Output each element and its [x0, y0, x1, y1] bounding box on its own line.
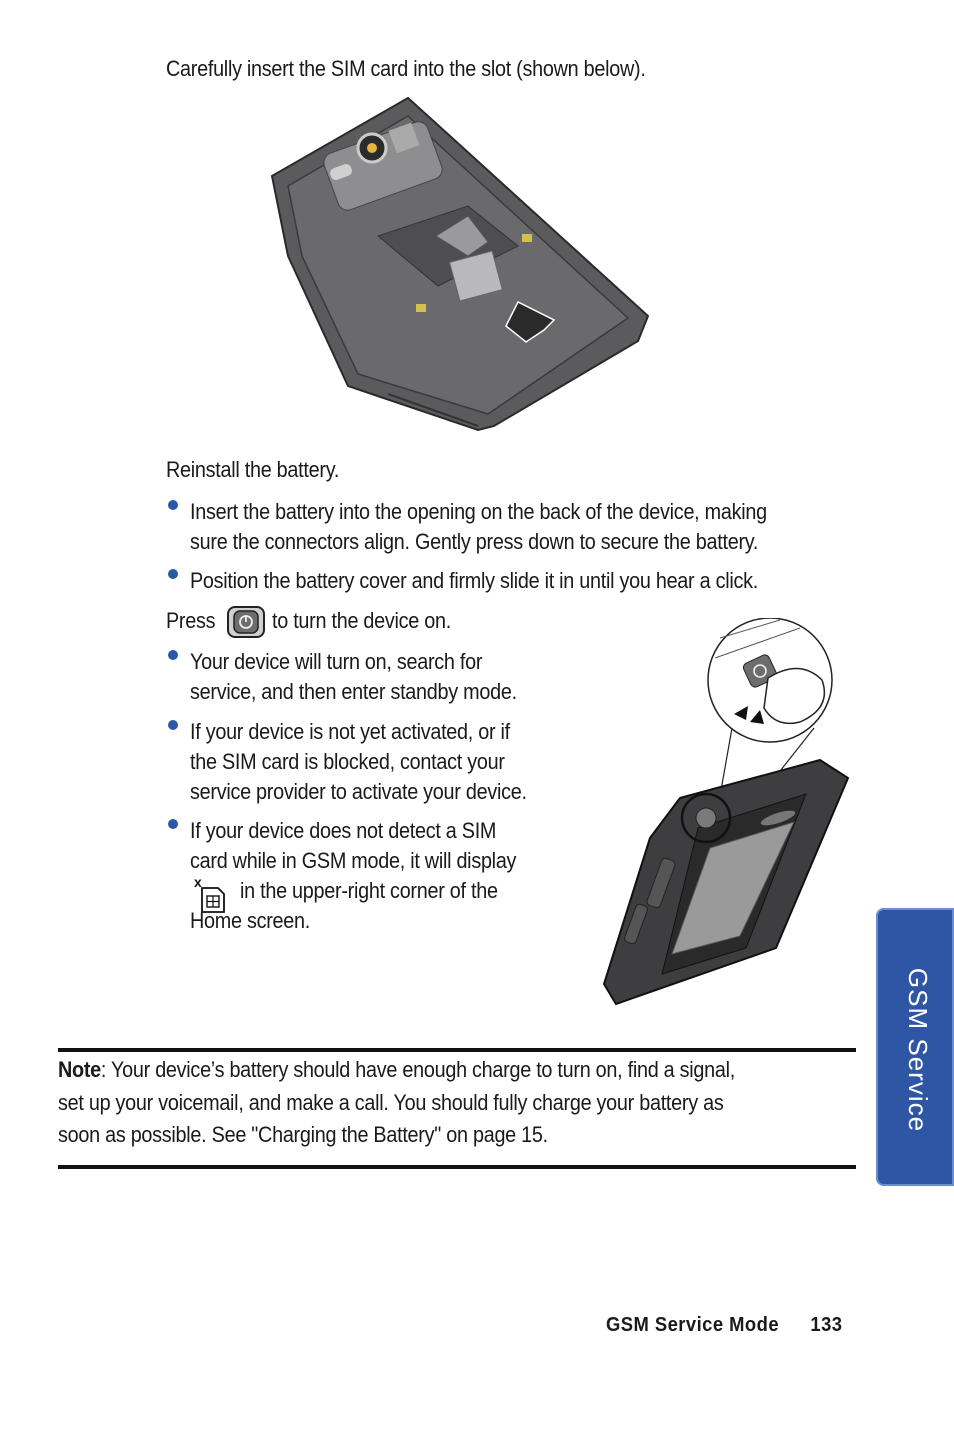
bullet-dot — [168, 819, 178, 829]
bullet-dot — [168, 650, 178, 660]
bullet-dot — [168, 500, 178, 510]
power-bullet-2-line3: service provider to activate your device. — [190, 779, 527, 804]
note-bottom-rule — [58, 1165, 856, 1169]
power-bullet-3-line3: in the upper-right corner of the — [240, 878, 498, 903]
footer-section: GSM Service Mode — [606, 1314, 780, 1336]
power-bullet-2-line1: If your device is not yet activated, or if — [190, 719, 510, 744]
power-key-icon — [227, 606, 265, 638]
reinstall-text: Reinstall the battery. — [166, 457, 340, 482]
note-line-2: set up your voicemail, and make a call. You should fully charge your battery as — [58, 1090, 724, 1115]
note-label: Note — [58, 1057, 101, 1082]
power-bullet-3-line2: card while in GSM mode, it will display — [190, 848, 517, 873]
battery-bullet-1-line1: Insert the battery into the opening on the back of the device, making — [190, 499, 767, 524]
footer-page-number: 133 — [810, 1314, 843, 1336]
press-text-before: Press — [166, 608, 216, 633]
note-top-rule — [58, 1048, 856, 1052]
note-text-1: : Your device’s battery should have enough charge to turn on, find a signal, — [100, 1057, 736, 1082]
power-bullet-2-line2: the SIM card is blocked, contact your — [190, 749, 505, 774]
power-bullet-3-line4: Home screen. — [190, 908, 311, 933]
press-text-after: to turn the device on. — [272, 608, 451, 633]
phone-back-illustration — [268, 96, 652, 434]
svg-text:x: x — [194, 874, 202, 890]
side-tab-label — [892, 960, 940, 1140]
bullet-dot — [168, 569, 178, 579]
note-line-3: soon as possible. See "Charging the Battery" on page 15. — [58, 1122, 548, 1147]
note-line-1 — [58, 1055, 735, 1085]
phone-power-illustration — [600, 618, 854, 1010]
power-bullet-3-line1: If your device does not detect a SIM — [190, 818, 497, 843]
power-bullet-1-line1: Your device will turn on, search for — [190, 649, 483, 674]
battery-bullet-1-line2: sure the connectors align. Gently press down to secure the battery. — [190, 529, 759, 554]
power-bullet-1-line2: service, and then enter standby mode. — [190, 679, 517, 704]
bullet-dot — [168, 720, 178, 730]
page-footer — [606, 1314, 842, 1337]
intro-text: Carefully insert the SIM card into the slot (shown below). — [166, 56, 646, 81]
side-tab-text: GSM Service — [903, 967, 934, 1133]
battery-bullet-2-line1: Position the battery cover and firmly slide it in until you hear a click. — [190, 568, 758, 593]
